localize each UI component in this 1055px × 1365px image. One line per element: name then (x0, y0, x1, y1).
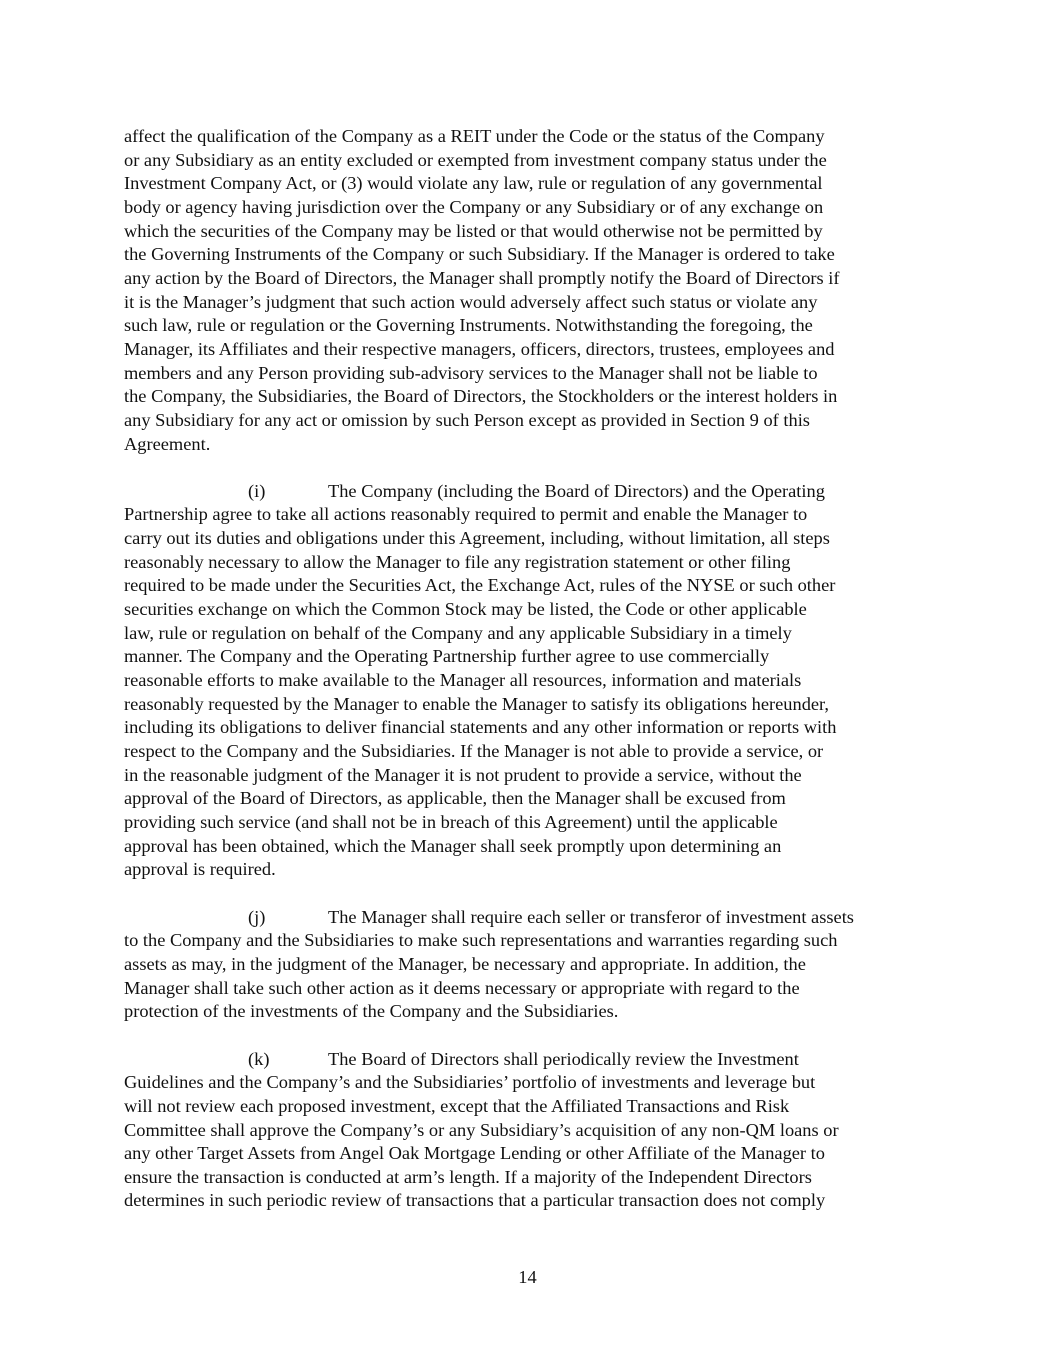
section-k-body: Guidelines and the Company’s and the Subsidiaries’ portfolio of investments and leverage but will not review each proposed investment, except that the Affiliated Transactions and Risk Committee shall approve the Company’s or any Subsidiary’s acquisition of any non-QM loans or any other Target Assets from Angel Oak Mortgage Lending or other Affiliate of the Manager to ensure the transaction is conducted at arm’s length. If a majority of the Independent Directors determines in such periodic review of transactions that a particular transaction does not comply (124, 1072, 839, 1211)
section-j-body: to the Company and the Subsidiaries to make such representations and warranties regarding such assets as may, in the judgment of the Manager, be necessary and appropriate. In addition, the Manager shall take such other action as it deems necessary or appropriate with regard to the protection of the investments of the Company and the Subsidiaries. (124, 930, 838, 1022)
section-j-first-line: The Manager shall require each seller or transferor of investment assets (328, 906, 854, 927)
section-i-first-line: The Company (including the Board of Directors) and the Operating (328, 480, 825, 501)
section-k-paragraph (124, 1048, 932, 1214)
section-i-paragraph (124, 480, 932, 882)
continued-paragraph: affect the qualification of the Company as a REIT under the Code or the status of the Company or any Subsidiary as an entity excluded or exempted from investment company status under the Investment Company Act, or (3) would violate any law, rule or regulation of any governmental body or agency having jurisdiction over the Company or any Subsidiary or of any exchange on which the securities of the Company may be listed or that would otherwise not be permitted by the Governing Instruments of the Company or such Subsidiary. If the Manager is ordered to take any action by the Board of Directors, the Manager shall promptly notify the Board of Directors if it is the Manager’s judgment that such action would adversely affect such status or violate any such law, rule or regulation or the Governing Instruments. Notwithstanding the foregoing, the Manager, its Affiliates and their respective managers, officers, directors, trustees, employees and members and any Person providing sub-advisory services to the Manager shall not be liable to the Company, the Subsidiaries, the Board of Directors, the Stockholders or the interest holders in any Subsidiary for any act or omission by such Person except as provided in Section 9 of this Agreement. (124, 126, 840, 454)
section-j-paragraph (124, 906, 932, 1024)
section-label-i: (i) (248, 480, 266, 501)
section-label-j: (j) (248, 906, 266, 927)
section-label-k: (k) (248, 1048, 270, 1069)
page-number: 14 (518, 1267, 537, 1287)
section-i-body: Partnership agree to take all actions reasonably required to permit and enable the Manager to carry out its duties and obligations under this Agreement, including, without limitation, all steps reasonably necessary to allow the Manager to file any registration statement or other filing required to be made under the Securities Act, the Exchange Act, rules of the NYSE or such other securities exchange on which the Common Stock may be listed, the Code or other applicable law, rule or regulation on behalf of the Company and any applicable Subsidiary in a timely manner. The Company and the Operating Partnership further agree to use commercially reasonable efforts to make available to the Manager all resources, information and materials reasonably requested by the Manager to enable the Manager to satisfy its obligations hereunder, including its obligations to deliver financial statements and any other information or reports with respect to the Company and the Subsidiaries. If the Manager is not able to provide a service, or in the reasonable judgment of the Manager it is not prudent to provide a service, without the approval of the Board of Directors, as applicable, then the Manager shall be excused from providing such service (and shall not be in breach of this Agreement) until the applicable approval has been obtained, which the Manager shall seek promptly upon determining an approval is required. (124, 504, 837, 880)
document-page (124, 125, 932, 1237)
section-k-first-line: The Board of Directors shall periodically review the Investment (328, 1048, 799, 1069)
